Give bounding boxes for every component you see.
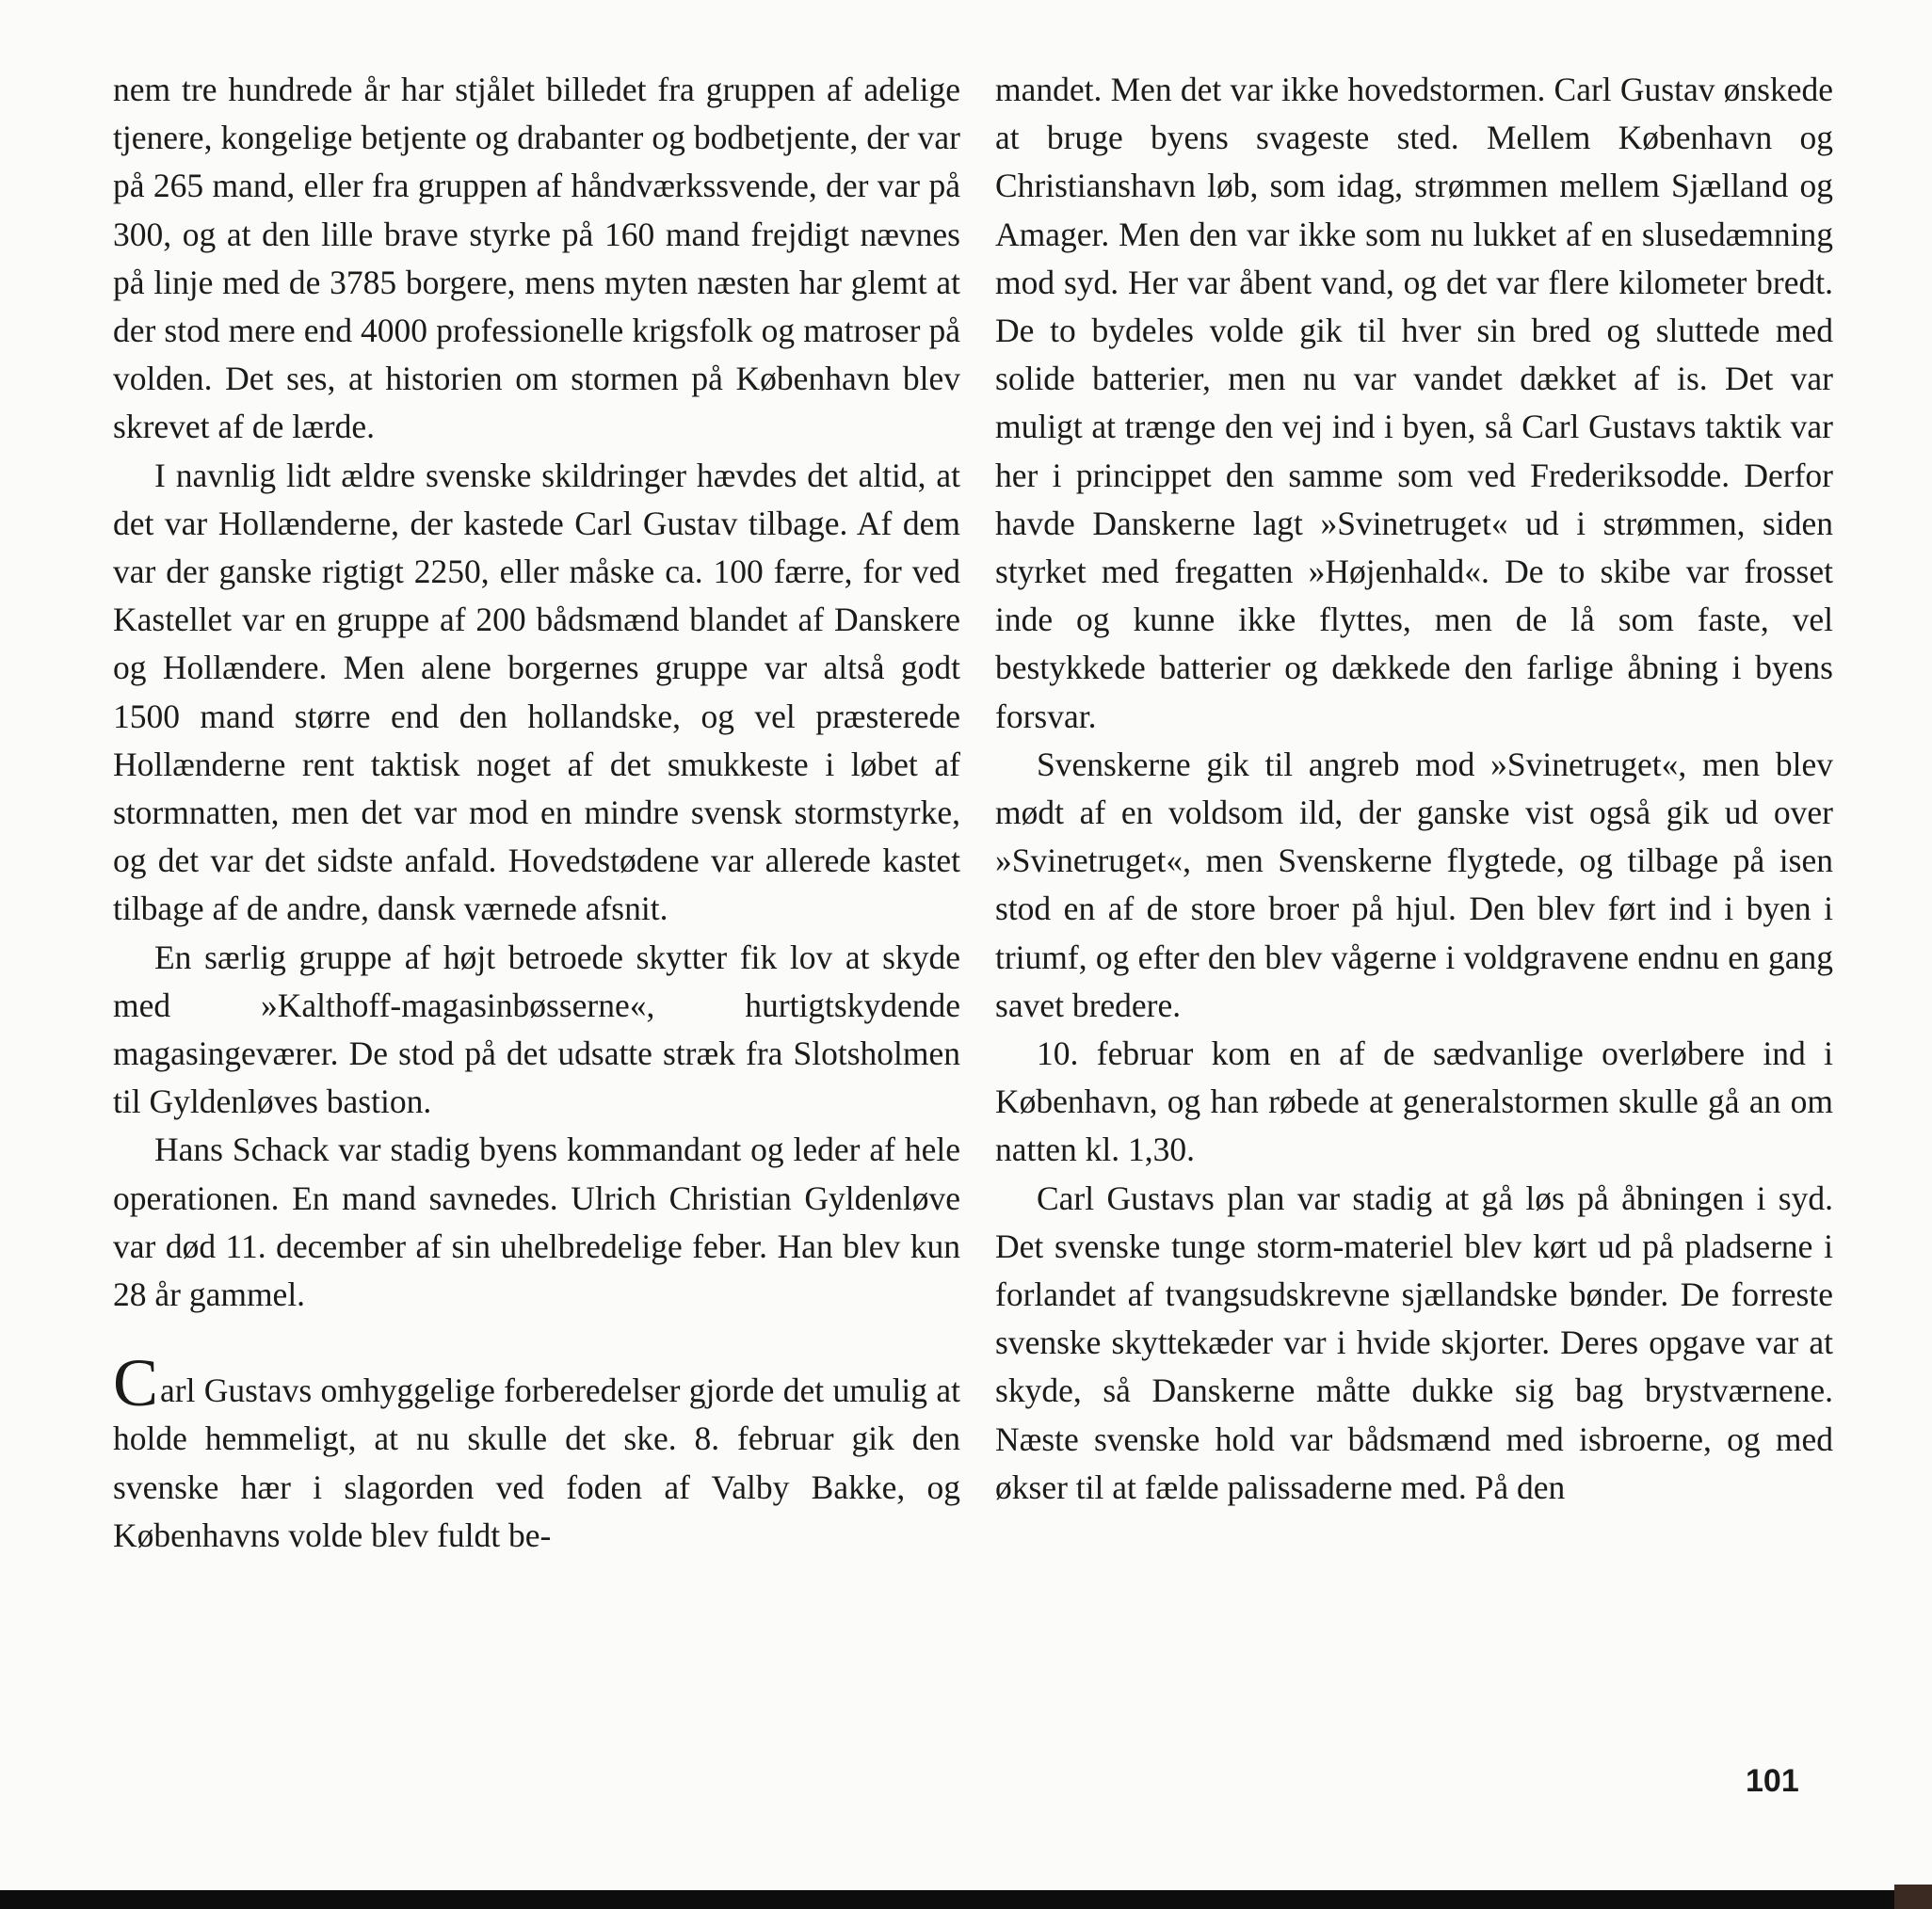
scan-bottom-edge xyxy=(0,1890,1932,1909)
paragraph-text: arl Gustavs omhyggelige forberedelser gjorde det umulig at holde hemmeligt, at nu skulle det ske. 8. februar gik den svenske hær i slagorden ved foden af Valby Bakke, og Københavns volde blev fuldt be- xyxy=(113,1372,960,1554)
paragraph: Svenskerne gik til angreb mod »Svinetruget«, men blev mødt af en voldsom ild, der ganske vist også gik ud over »Svinetruget«, men Svenskerne flygtede, og tilbage på isen stod en af de store broer på hjul. Den blev ført ind i byen i triumf, og efter den blev vågerne i voldgravene endnu en gang savet bredere. xyxy=(995,745,1833,1024)
paragraph: Carl Gustavs plan var stadig at gå løs på åbningen i syd. Det svenske tunge storm-materiel blev kørt ud på pladserne i forlandet af tvangsudskrevne sjællandske bønder. De forreste svenske skyttekæder var i hvide skjorter. Deres opgave var at skyde, så Danskerne måtte dukke sig bag brystværnene. Næste svenske hold var bådsmænd med isbroerne, og med økser til at fælde palissaderne med. På den xyxy=(995,1179,1833,1506)
section-break xyxy=(113,1319,960,1364)
book-cover-corner xyxy=(1894,1885,1932,1909)
paragraph: nem tre hundrede år har stjålet billedet fra gruppen af adelige tjenere, kongelige betjente og drabanter og bodbetjente, der var på 265 mand, eller fra gruppen af håndværkssvende, der var på 300, og at den lille brave styrke på 160 mand frejdigt nævnes på linje med de 3785 borgere, mens myten næsten har glemt at der stod mere end 4000 professionelle krigsfolk og matroser på volden. Det ses, at historien om stormen på København blev skrevet af de lærde. xyxy=(113,71,960,446)
paragraph: En særlig gruppe af højt betroede skytter fik lov at skyde med »Kalthoff-magasinbøsserne«, hurtigtskydende magasingeværer. De stod på det udsatte stræk fra Slotsholmen til Gyldenløves bastion. xyxy=(113,938,960,1121)
section-opening-paragraph xyxy=(113,1345,960,1560)
paragraph: I navnlig lidt ældre svenske skildringer hævdes det altid, at det var Hollænderne, der kastede Carl Gustav tilbage. Af dem var der ganske rigtigt 2250, eller måske ca. 100 færre, for ved Kastellet var en gruppe af 200 bådsmænd blandet af Danskere og Hollændere. Men alene borgernes gruppe var altså godt 1500 mand større end den hollandske, og vel præsterede Hollænderne rent taktisk noget af det smukkeste i løbet af stormnatten, men det var mod en mindre svensk stormstyrke, og det var det sidste anfald. Hovedstødene var allerede kastet tilbage af de andre, dansk værnede afsnit. xyxy=(113,456,960,928)
paragraph: Hans Schack var stadig byens kommandant og leder af hele operationen. En mand savnedes. Ulrich Christian Gyldenløve var død 11. december af sin uhelbredelige feber. Han blev kun 28 år gammel. xyxy=(113,1131,960,1314)
page-number: 101 xyxy=(1746,1763,1799,1799)
right-text-column xyxy=(995,66,1833,1512)
drop-cap-letter: C xyxy=(113,1345,159,1421)
paragraph: 10. februar kom en af de sædvanlige overløbere ind i København, og han røbede at generalstormen skulle gå an om natten kl. 1,30. xyxy=(995,1035,1833,1169)
paragraph: mandet. Men det var ikke hovedstormen. Carl Gustav ønskede at bruge byens svageste sted. Mellem København og Christianshavn løb, som idag, strømmen mellem Sjælland og Amager. Men den var ikke som nu lukket af en slusedæmning mod syd. Her var åbent vand, og det var flere kilometer bredt. De to bydeles volde gik til hver sin bred og sluttede med solide batterier, men nu var vandet dækket af is. Det var muligt at trænge den vej ind i byen, så Carl Gustavs taktik var her i princippet den samme som ved Frederiksodde. Derfor havde Danskerne lagt »Svinetruget« ud i strømmen, siden styrket med fregatten »Højenhald«. De to skibe var frosset inde og kunne ikke flyttes, men de lå som faste, vel bestykkede batterier og dækkede den farlige åbning i byens forsvar. xyxy=(995,71,1833,735)
left-text-column xyxy=(113,66,960,1560)
